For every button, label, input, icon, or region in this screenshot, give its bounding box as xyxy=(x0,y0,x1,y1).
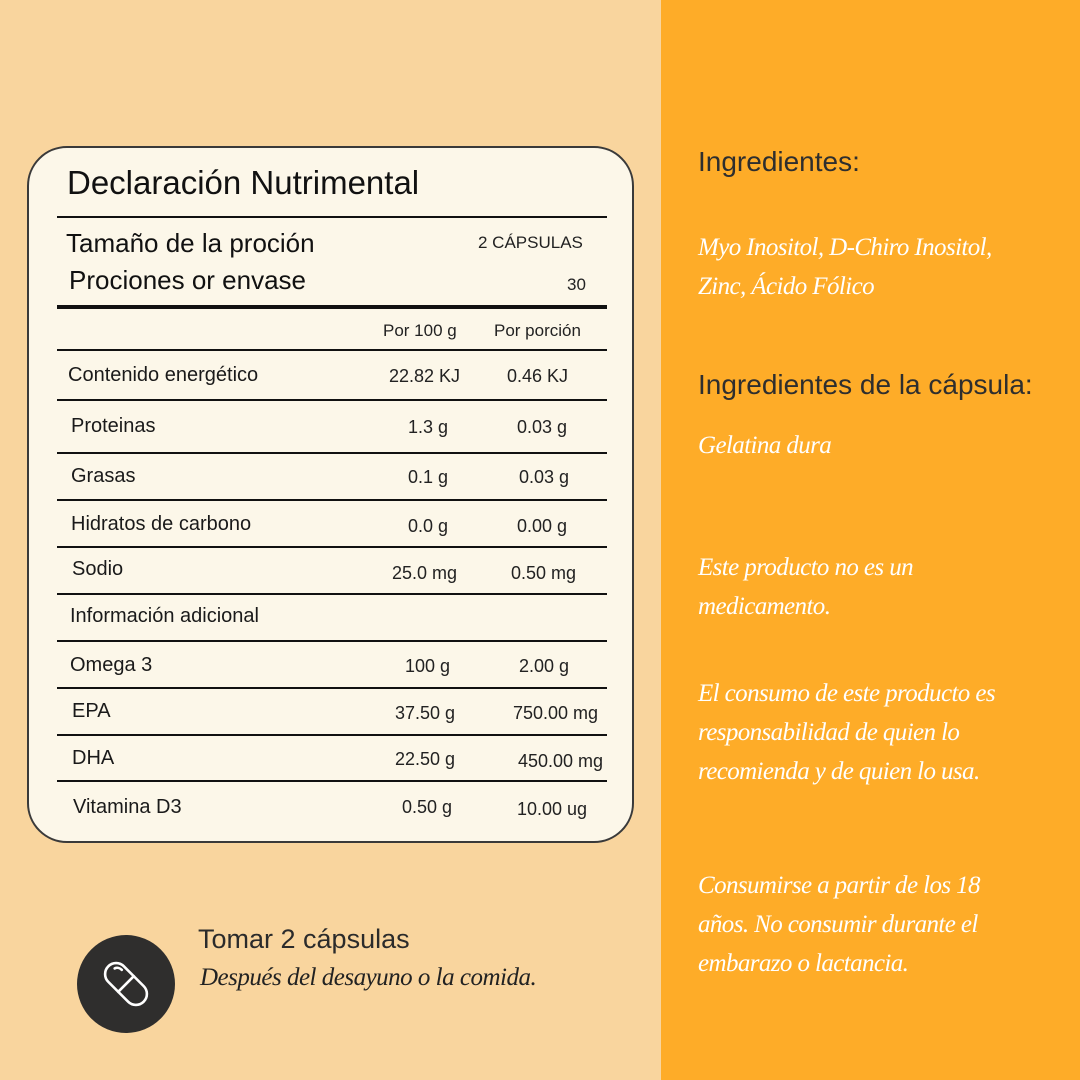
nutrition-facts-card xyxy=(27,146,634,843)
thick-divider xyxy=(57,305,607,309)
notice-line: medicamento. xyxy=(698,593,831,620)
row-value-perserving: 0.03 g xyxy=(519,467,570,487)
capsule-icon xyxy=(77,935,175,1033)
divider xyxy=(57,593,607,595)
row-value-per100: 0.50 g xyxy=(402,797,453,817)
row-value-per100: 22.82 KJ xyxy=(389,366,461,386)
ingredients-line-2: Zinc, Ácido Fólico xyxy=(698,273,874,300)
notice-line: Este producto no es un xyxy=(698,554,914,581)
row-value-perserving: 10.00 ug xyxy=(517,799,588,819)
row-label-carbohydrates: Hidratos de carbono xyxy=(71,513,252,535)
capsule-ingredients-heading: Ingredientes de la cápsula: xyxy=(698,369,1033,400)
notice-line: embarazo o lactancia. xyxy=(698,950,909,977)
row-value-per100: 1.3 g xyxy=(408,417,449,437)
row-value-per100: 37.50 g xyxy=(395,703,456,723)
row-value-perserving: 0.50 mg xyxy=(511,563,577,583)
servings-per-container-label: Prociones or envase xyxy=(69,265,307,295)
divider xyxy=(57,399,607,401)
notice-age-warning xyxy=(698,866,980,983)
divider xyxy=(57,499,607,501)
row-label-dha: DHA xyxy=(72,747,115,769)
divider xyxy=(57,349,607,351)
row-label-vitamin-d3: Vitamina D3 xyxy=(73,796,182,818)
divider xyxy=(57,734,607,736)
dosage-title: Tomar 2 cápsulas xyxy=(198,924,410,954)
dosage-subtitle: Después del desayuno o la comida. xyxy=(200,964,537,991)
row-value-per100: 0.0 g xyxy=(408,516,449,536)
row-value-perserving: 0.00 g xyxy=(517,516,568,536)
row-label-protein: Proteinas xyxy=(71,415,156,437)
row-value-per100: 25.0 mg xyxy=(392,563,458,583)
row-label-epa: EPA xyxy=(72,700,111,722)
ingredients-list xyxy=(698,228,992,306)
row-value-perserving: 750.00 mg xyxy=(513,703,599,723)
row-value-perserving: 0.46 KJ xyxy=(507,366,569,386)
notice-line: El consumo de este producto es xyxy=(698,680,995,707)
divider xyxy=(57,687,607,689)
notice-line: Consumirse a partir de los 18 xyxy=(698,872,980,899)
row-label-sodium: Sodio xyxy=(72,558,124,580)
divider xyxy=(57,546,607,548)
notice-line: responsabilidad de quien lo xyxy=(698,719,960,746)
row-value-per100: 22.50 g xyxy=(395,749,456,769)
notice-responsibility xyxy=(698,674,995,791)
column-header-per-serving: Por porción xyxy=(494,321,581,340)
row-value-perserving: 2.00 g xyxy=(519,656,570,676)
divider xyxy=(57,640,607,642)
notice-not-medicine xyxy=(698,548,913,626)
notice-line: años. No consumir durante el xyxy=(698,911,978,938)
row-label-fats: Grasas xyxy=(71,465,136,487)
column-header-per-100g: Por 100 g xyxy=(383,321,457,340)
nutrition-title: Declaración Nutrimental xyxy=(67,164,420,201)
row-value-per100: 100 g xyxy=(405,656,451,676)
ingredients-heading: Ingredientes: xyxy=(698,146,860,177)
servings-per-container-value: 30 xyxy=(567,275,586,294)
divider xyxy=(57,216,607,218)
row-value-perserving: 0.03 g xyxy=(517,417,568,437)
notice-line: recomienda y de quien lo usa. xyxy=(698,758,980,785)
divider xyxy=(57,780,607,782)
serving-size-label: Tamaño de la proción xyxy=(66,228,315,258)
additional-info-label: Información adicional xyxy=(70,605,259,627)
ingredients-line-1: Myo Inositol, D-Chiro Inositol, xyxy=(698,234,992,261)
row-value-perserving: 450.00 mg xyxy=(518,751,604,771)
serving-size-value: 2 CÁPSULAS xyxy=(478,233,583,252)
row-label-energy: Contenido energético xyxy=(68,364,259,386)
row-value-per100: 0.1 g xyxy=(408,467,449,487)
divider xyxy=(57,452,607,454)
row-label-omega3: Omega 3 xyxy=(70,654,153,676)
capsule-ingredients-text: Gelatina dura xyxy=(698,432,832,459)
